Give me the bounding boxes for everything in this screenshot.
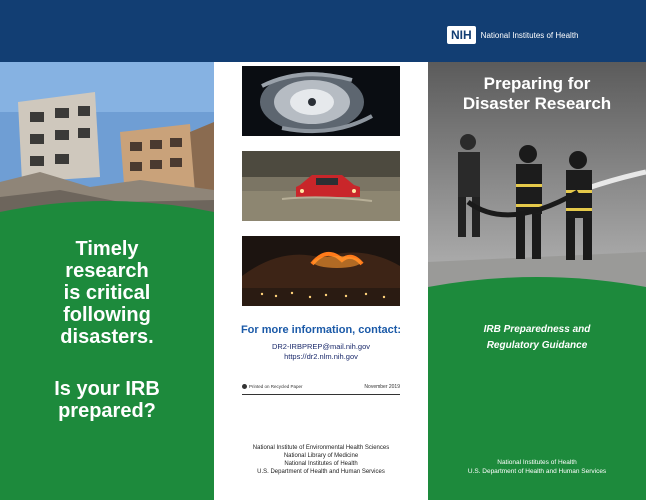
subtitle-line: IRB Preparedness and	[483, 324, 591, 335]
headline-line: disasters.	[60, 326, 154, 348]
left-panel	[0, 62, 214, 500]
headline-line: is critical	[63, 282, 151, 304]
divider	[242, 394, 400, 395]
nih-logo-mark: NIH	[447, 26, 476, 44]
agency-line: National Library of Medicine	[283, 453, 359, 459]
nih-logo	[447, 25, 579, 45]
footer-line: U.S. Department of Health and Human Services	[467, 468, 607, 475]
nih-org-name: National Institutes of Health	[480, 30, 579, 40]
contact-heading: For more information, contact:	[240, 324, 402, 336]
title-line: Disaster Research	[462, 94, 612, 113]
printed-note	[242, 384, 303, 389]
footer-line: National Institutes of Health	[497, 459, 577, 466]
question-line: Is your IRB	[54, 378, 160, 400]
flooded-car-photo	[242, 151, 400, 221]
collapsed-buildings-photo	[0, 62, 214, 222]
headline-line: research	[65, 260, 149, 282]
agency-line: National Institutes of Health	[284, 461, 358, 467]
agency-line: National Institute of Environmental Health Sciences	[252, 445, 390, 451]
header-bar	[0, 0, 646, 62]
wildfire-photo	[242, 236, 400, 306]
document-subtitle	[428, 322, 646, 354]
question-line: prepared?	[58, 400, 156, 422]
document-title	[428, 74, 646, 114]
contact-email[interactable]: DR2-IRBPREP@mail.nih.gov	[271, 342, 371, 351]
right-panel	[428, 62, 646, 500]
headline-line: following	[63, 304, 151, 326]
hurricane-satellite-photo	[242, 66, 400, 136]
right-footer	[428, 458, 646, 476]
agency-line: U.S. Department of Health and Human Services	[257, 469, 385, 475]
left-headline	[0, 238, 214, 422]
title-line: Preparing for	[483, 74, 591, 93]
recycle-icon	[242, 384, 247, 389]
contact-website[interactable]: https://dr2.nlm.nih.gov	[284, 352, 358, 361]
agency-list	[214, 444, 428, 476]
printed-note-text: Printed on Recycled Paper	[249, 384, 303, 389]
subtitle-line: Regulatory Guidance	[486, 340, 588, 351]
middle-panel	[214, 62, 428, 500]
headline-line: Timely	[75, 238, 139, 260]
publication-date: November 2019	[364, 384, 400, 390]
